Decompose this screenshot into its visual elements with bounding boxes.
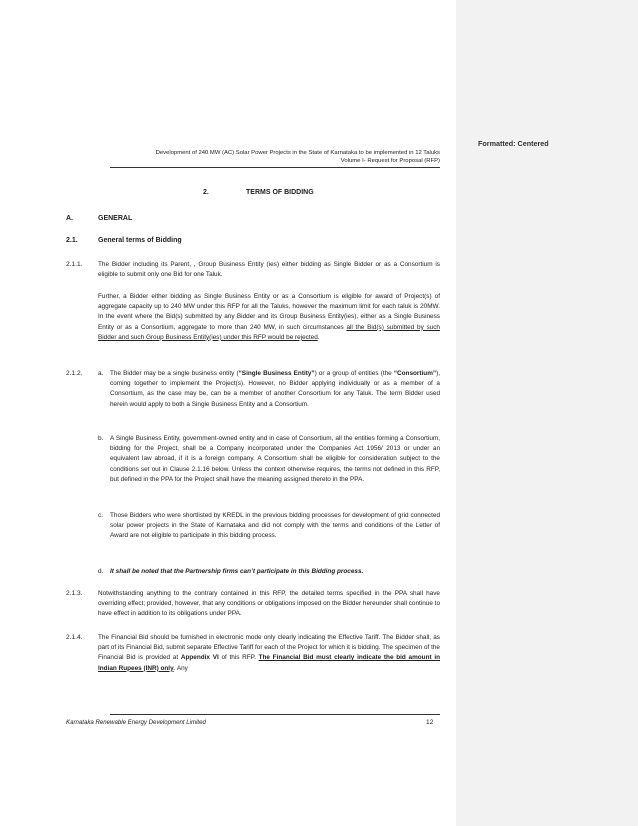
comment-format-label: Formatted: Centered [478,139,549,148]
inr-requirement: The Financial Bid must clearly indicate the bid amount in Indian Rupees (INR) only [98,654,441,672]
clause-212-b-paragraph: A Single Business Entity, government-owned entity and in case of Consortium, all the entities forming a Consortium, bidding for the Project, shall be a Company incorporated under the Companies Act 1956/ 2013 or under an equivalent law abroad, if it is a foreign company. A Consortium shall be eligible for consideration subject to the conditions set out in Clause 2.1.16 below. Unless the context otherwise requires, the terms not defined in this RFP, but defined in the PPA for the Project shall have the meaning assigned thereto in the PPA. [110,435,440,483]
heading-21-number: 2.1. [66,237,78,244]
clause-212-b-letter: b. [98,435,104,442]
footer-rule [110,714,440,715]
clause-212-number: 2.1.2. [66,370,83,377]
clause-211-p2-end: . [317,333,320,341]
clause-211-number: 2.1.1. [66,261,83,268]
clause-213-paragraph: Notwithstanding anything to the contrary contained in this RFP, the detailed terms specified in the PPA shall have overriding effect; provided, however, that any conditions or obligations imposed on the Bidder hereunder shall continue to have effect in addition to its obligations under PPA. [98,590,440,618]
heading-a-title: GENERAL [98,215,133,222]
appendix-vi-ref: Appendix VI [180,654,219,662]
clause-212-a-paragraph: The Bidder may be a single business entity (“Single Business Entity”) or a group of entities (the “Consortium”), coming together to implement the Project(s). However, no Bidder applying individually or as a member of a Consortium, as the case may be, can be a member of another Consortium for any Taluk. The term Bidder used herein would apply to both a Single Business Entity and a Consortium. [110,370,440,408]
page-number: 12 [426,719,434,726]
header-rule [110,167,440,168]
clause-212-d-paragraph: It shall be noted that the Partnership firms can’t participate in this Bidding process. [110,568,364,575]
clause-211-p2-text: Further, a Bidder either bidding as Single Business Entity or as a Consortium is eligible for award of Project(s) of aggregate capacity up to 240 MW under this RFP for all the Taluks, however the maximum limit for each taluk is 20MW. In the event where the Bid(s) submitted by any Bidder and its Group Business Entity(ies), either as a Single Business Entity or as a Consortium, aggregate to more than 240 MW, in such circumstances [98,293,440,331]
section-title: TERMS OF BIDDING [246,189,314,196]
clause-211-paragraph-1: The Bidder including its Parent, , Group Business Entity (ies) either bidding as Single Bidder or as a Consortium is eligible to submit only one Bid for one Taluk. [98,261,440,279]
clause-213-number: 2.1.3. [66,590,83,597]
clause-211-paragraph-2 [98,292,440,343]
clause-212-c-letter: c. [98,512,103,519]
clause-214-paragraph: The Financial Bid should be furnished in electronic mode only clearly indicating the Effective Tariff. The Bidder shall, as part of its Financial Bid, submit separate Effective Tariff for each of the Project for which it is bidding. The specimen of the Financial Bid is provided at Appendix VI of this RFP. The Financial Bid must clearly indicate the bid amount in Indian Rupees (INR) only. Any [98,634,441,672]
clause-211-p2-underline: all the Bid(s) submitted by such Bidder and such Group Business Entity(ies) under this RFP would be rejected [98,323,440,341]
consortium-term: “Consortium” [393,370,437,377]
clause-212-a-letter: a. [98,370,104,377]
comment-pane [456,0,638,826]
section-number: 2. [203,189,209,196]
single-business-entity-term: “Single Business Entity” [238,370,315,377]
clause-214-number: 2.1.4. [66,634,83,641]
footer-organization: Karnataka Renewable Energy Development Limited [66,719,206,726]
heading-21-title: General terms of Bidding [98,237,182,244]
header-title: Development of 240 MW (AC) Solar Power Projects in the State of Karnataka to be implemented in 12 Taluks [155,150,440,156]
heading-a-number: A. [66,215,73,222]
header-volume: Volume I- Request for Proposal (RFP) [340,158,440,164]
clause-212-c-paragraph: Those Bidders who were shortlisted by KREDL in the previous bidding processes for development of grid connected solar power projects in the State of Karnataka and did not comply with the terms and conditions of the Letter of Award are not eligible to participate in this bidding process. [110,512,440,540]
clause-212-d-letter: d. [98,568,104,575]
